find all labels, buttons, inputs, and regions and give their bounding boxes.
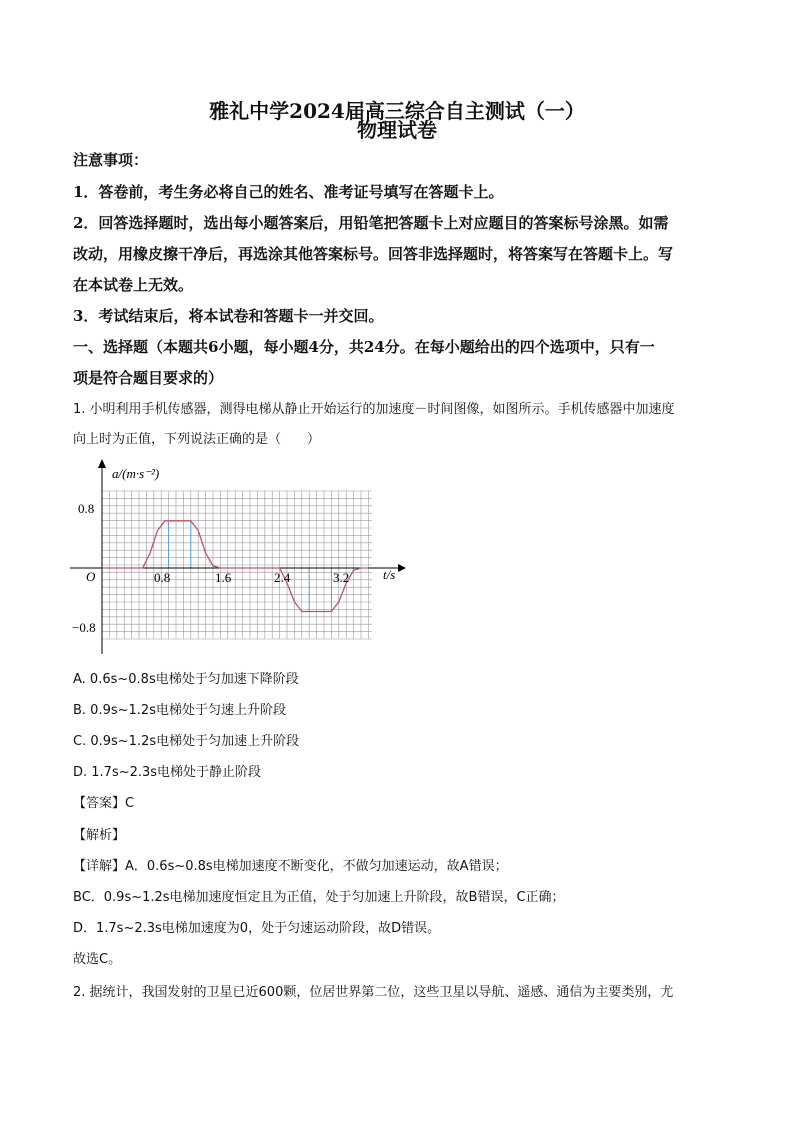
y-axis-label: a/(m·s⁻²) bbox=[112, 466, 160, 481]
question-1-stem: 1. 小明利用手机传感器，测得电梯从静止开始运行的加速度－时间图像，如图所示。手机传感器中加速度 bbox=[73, 402, 675, 417]
analysis-label: 【解析】 bbox=[73, 828, 126, 843]
notice-item-1: 1．答卷前，考生务必将自己的姓名、准考证号填写在答题卡上。 bbox=[73, 183, 504, 201]
y-tick-label: −0.8 bbox=[72, 620, 96, 635]
x-axis-arrow bbox=[398, 564, 406, 572]
notice-item-2: 2．回答选择题时，选出每小题答案后，用铅笔把答题卡上对应题目的答案标号涂黑。如需 bbox=[73, 214, 669, 232]
detail-line-d: D．1.7s~2.3s电梯加速度为0，处于匀速运动阶段，故D错误。 bbox=[73, 921, 441, 936]
option-b: B. 0.9s~1.2s电梯处于匀速上升阶段 bbox=[73, 703, 286, 718]
question-2-stem: 2. 据统计，我国发射的卫星已近600颗，位居世界第二位，这些卫星以导航、遥感、通信为主要类别，尤 bbox=[73, 985, 674, 1000]
acceleration-time-graph bbox=[70, 458, 410, 654]
option-a: A. 0.6s~0.8s电梯处于匀加速下降阶段 bbox=[73, 672, 299, 687]
answer-line: 【答案】C bbox=[73, 796, 135, 811]
detail-line-bc: BC．0.9s~1.2s电梯加速度恒定且为正值，处于匀加速上升阶段，故B错误，C正确； bbox=[73, 890, 565, 905]
section-heading: 一、选择题（本题共6小题，每小题4分，共24分。在每小题给出的四个选项中，只有一 bbox=[73, 338, 655, 356]
conclusion-line: 故选C。 bbox=[73, 952, 122, 967]
detail-line-a: 【详解】A．0.6s~0.8s电梯加速度不断变化，不做匀加速运动，故A错误； bbox=[73, 859, 508, 874]
y-axis-arrow bbox=[98, 459, 106, 468]
x-tick-label: 1.6 bbox=[215, 570, 232, 585]
graph-grid bbox=[102, 491, 372, 639]
notice-item-2-end: 在本试卷上无效。 bbox=[73, 276, 194, 294]
question-1-stem-cont: 向上时为正值，下列说法正确的是（ ） bbox=[73, 432, 321, 447]
graph-svg bbox=[70, 458, 410, 654]
x-tick-label: 2.4 bbox=[274, 570, 291, 585]
notice-item-3: 3．考试结束后，将本试卷和答题卡一并交回。 bbox=[73, 307, 384, 325]
exam-title: 雅礼中学2024届高三综合自主测试（一） bbox=[209, 99, 585, 123]
graph-axes bbox=[70, 459, 406, 654]
exam-subtitle: 物理试卷 bbox=[357, 118, 437, 142]
option-d: D. 1.7s~2.3s电梯处于静止阶段 bbox=[73, 765, 262, 780]
x-tick-label: 0.8 bbox=[154, 570, 171, 585]
x-tick-label: 3.2 bbox=[333, 570, 350, 585]
origin-label: O bbox=[86, 569, 96, 584]
notice-item-2-cont: 改动，用橡皮擦干净后，再选涂其他答案标号。回答非选择题时，将答案写在答题卡上。写 bbox=[73, 245, 674, 263]
y-tick-label: 0.8 bbox=[78, 501, 95, 516]
notice-heading: 注意事项： bbox=[73, 151, 149, 169]
option-c: C. 0.9s~1.2s电梯处于匀加速上升阶段 bbox=[73, 734, 300, 749]
x-axis-label: t/s bbox=[383, 567, 396, 582]
section-heading-cont: 项是符合题目要求的） bbox=[73, 369, 224, 387]
